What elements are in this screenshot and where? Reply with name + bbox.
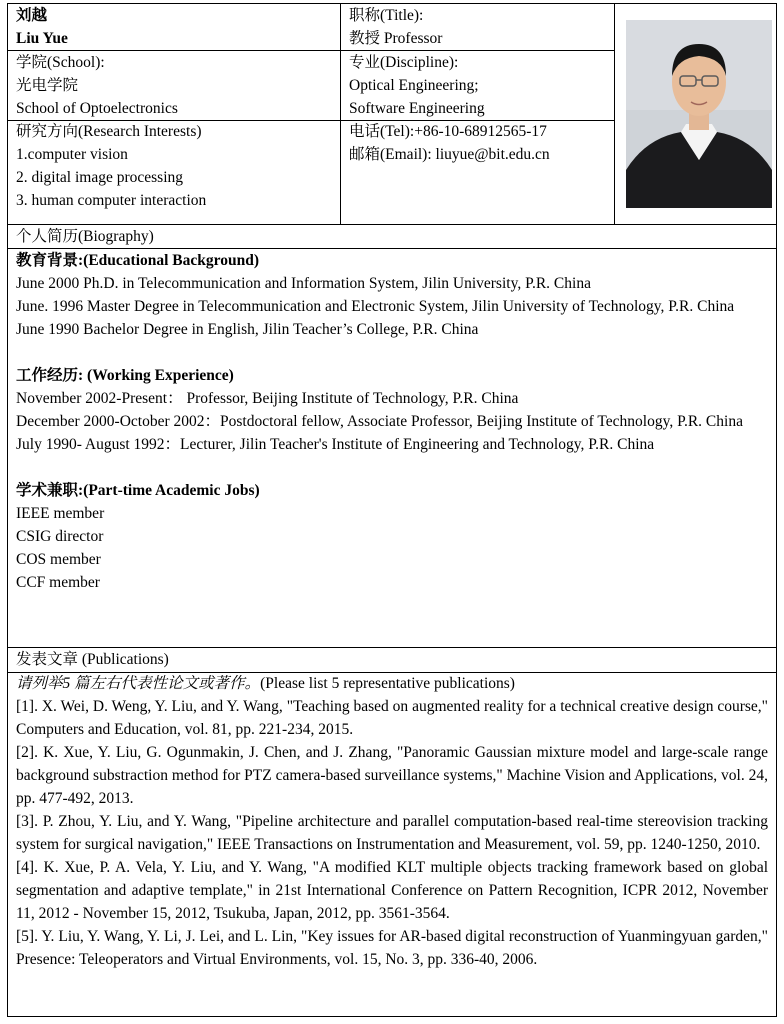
publications-content (8, 672, 776, 971)
email-line: 邮箱(Email): liuyue@bit.edu.cn (349, 146, 550, 163)
publication-item: [2]. K. Xue, Y. Liu, G. Ogunmakin, J. Chen, and J. Zhang, "Panoramic Gaussian mixture model and large-scale range background substraction method for PTZ camera-based surveillance systems," Machine Vision and Applications, vol. 24, pp. 477-492, 2013. (16, 744, 768, 807)
biography-header-cell (8, 225, 776, 248)
school-label: 学院(School): (16, 54, 105, 71)
jobs-item: IEEE member (16, 505, 105, 522)
research-label: 研究方向(Research Interests) (16, 123, 202, 140)
publications-header-cell (8, 648, 776, 671)
work-item: December 2000-October 2002：Postdoctoral fellow, Associate Professor, Beijing Institute of Technology, P.R. China (16, 413, 743, 430)
research-cell (8, 120, 340, 212)
discipline-1: Optical Engineering; (349, 77, 479, 94)
publication-item: [3]. P. Zhou, Y. Liu, and Y. Wang, "Pipeline architecture and parallel computation-based real-time stereovision tracking system for surgical navigation," IEEE Transactions on Instrumentation and Measurement, vol. 59, pp. 1240-1250, 2010. (16, 813, 768, 853)
edu-heading: 教育背景:(Educational Background) (16, 252, 260, 269)
discipline-2: Software Engineering (349, 100, 485, 117)
title-label: 职称(Title): (349, 7, 424, 24)
biography-content (8, 249, 776, 594)
work-item: November 2002-Present： Professor, Beijing Institute of Technology, P.R. China (16, 390, 519, 407)
jobs-item: CCF member (16, 574, 100, 591)
work-item: July 1990- August 1992：Lecturer, Jilin Teacher's Institute of Engineering and Technology, P.R. China (16, 436, 655, 453)
publications-note (16, 672, 768, 695)
research-item: 3. human computer interaction (16, 192, 207, 209)
biography-header: 个人简历(Biography) (16, 228, 154, 245)
publications-header: 发表文章 (Publications) (16, 651, 169, 668)
title-cell (341, 4, 614, 50)
tel-line: 电话(Tel):+86-10-68912565-17 (349, 123, 547, 140)
jobs-item: COS member (16, 551, 101, 568)
divider (614, 3, 615, 224)
discipline-label: 专业(Discipline): (349, 54, 459, 71)
title-value: 教授 Professor (349, 30, 443, 47)
name-cell (8, 4, 340, 50)
jobs-heading: 学术兼职:(Part-time Academic Jobs) (16, 482, 260, 499)
portrait-illustration (626, 20, 772, 208)
edu-item: June 1990 Bachelor Degree in English, Jilin Teacher’s College, P.R. China (16, 321, 479, 338)
profile-photo (626, 20, 772, 208)
research-item: 1.computer vision (16, 146, 128, 163)
contact-cell (341, 120, 614, 166)
name-en: Liu Yue (16, 30, 68, 47)
school-cn: 光电学院 (16, 77, 79, 94)
jobs-item: CSIG director (16, 528, 104, 545)
edu-item: June. 1996 Master Degree in Telecommunication and Electronic System, Jilin University of Technology, P.R. China (16, 298, 735, 315)
spacer (16, 456, 768, 479)
publication-item: [1]. X. Wei, D. Weng, Y. Liu, and Y. Wang, "Teaching based on augmented reality for a technical creative design course," Computers and Education, vol. 81, pp. 221-234, 2015. (16, 698, 768, 738)
spacer (16, 341, 768, 364)
discipline-cell (341, 51, 614, 120)
publication-item: [4]. K. Xue, P. A. Vela, Y. Liu, and Y. Wang, "A modified KLT multiple objects tracking framework based on global segmentation and adaptive template," in 21st International Conference on Pattern Recognition, ICPR 2012, November 11, 2012 - November 15, 2012, Tsukuba, Japan, 2012, pp. 3561-3564. (16, 859, 768, 922)
school-en: School of Optoelectronics (16, 100, 178, 117)
school-cell (8, 51, 340, 120)
publication-item: [5]. Y. Liu, Y. Wang, Y. Li, J. Lei, and L. Lin, "Key issues for AR-based digital reconstruction of Yuanmingyuan garden," Presence: Teleoperators and Virtual Environments, vol. 15, No. 3, pp. 336-40, 2006. (16, 928, 768, 968)
work-heading: 工作经历: (Working Experience) (16, 367, 234, 384)
research-item: 2. digital image processing (16, 169, 184, 186)
note-cn: 请列举5 篇左右代表性论文或著作。 (16, 675, 261, 692)
edu-item: June 2000 Ph.D. in Telecommunication and Information System, Jilin University, P.R. China (16, 275, 591, 292)
name-cn: 刘越 (16, 7, 48, 24)
note-en: (Please list 5 representative publications) (260, 675, 515, 692)
